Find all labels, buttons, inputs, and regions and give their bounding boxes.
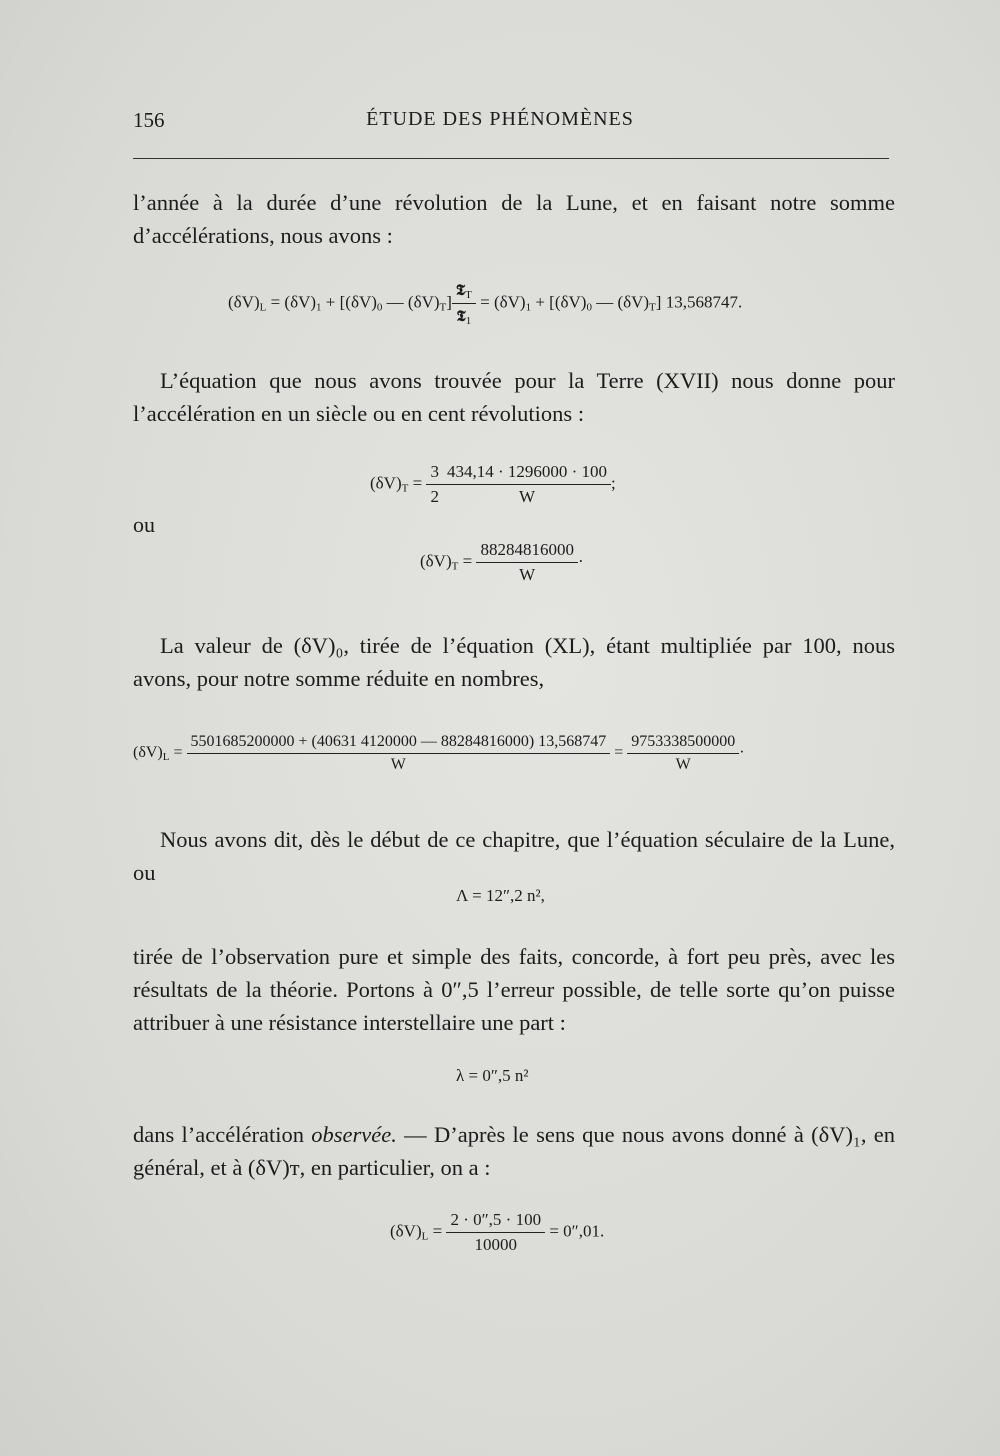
equation-6: λ = 0″,5 n² (456, 1066, 529, 1085)
equation-2: $(\delta V)_T$ = $\frac{3}{2}$ $\frac{434,14 \cdot 1296000 \cdot 100}{W}$ ; (370, 462, 616, 506)
eq7-fraction: $\frac{2 \cdot 0'',5 \cdot 100}{10000}$ (446, 1210, 545, 1255)
paragraph-1: l’année à la durée d’une révolution de la Lune, et en faisant notre somme d’accélérations, nous avons : (133, 190, 895, 248)
page-number: 156 (133, 108, 165, 132)
running-title: ÉTUDE DES PHÉNOMÈNES (366, 108, 634, 130)
eq2-fraction: $\frac{434,14 \cdot 1296000 \cdot 100}{W}$ (443, 462, 611, 507)
equation-1: $(\delta V)_L = (\delta V)_1 + [(\delta V)_0$ — $(\delta V)_T$] $\frac{𝕿_T}{𝕿_1}$ = $(\delta V)_1 + [(\delta V)_0$ — $(\delta V)_T$] 13,568747. (228, 281, 743, 327)
eq2-coefficient: $\frac{3}{2}$ (426, 462, 443, 507)
header-rule (133, 158, 889, 159)
eq4-fraction-2: $\frac{9753338500000}{W}$ (627, 733, 739, 774)
equation-7: $(\delta V)_L$ = $\frac{2 \cdot 0'',5 \cdot 100}{10000}$ = 0″,01. (390, 1210, 605, 1254)
paragraph-4: Nous avons dit, dès le début de ce chapitre, que l’équation séculaire de la Lune, ou (133, 827, 895, 885)
paragraph-6: dans l’accélération observée. — D’après le sens que nous avons donné à (δV)₁, en général, et à (δV)ᴛ, en particulier, on a : (133, 1122, 895, 1180)
equation-5: Λ = 12″,2 n², (456, 886, 545, 905)
paragraph-2: L’équation que nous avons trouvée pour la Terre (XVII) nous donne pour l’accélération en un siècle ou en cent révolutions : (133, 368, 895, 426)
word-ou: ou (133, 512, 155, 537)
eq1-lhs: (δV) (228, 292, 260, 312)
equation-3: $(\delta V)_T$ = $\frac{88284816000}{W}$ · (420, 540, 584, 584)
paragraph-3: La valeur de (δV)₀, tirée de l’équation (XL), étant multipliée par 100, nous avons, pour notre somme réduite en nombres, (133, 633, 895, 691)
eq1-fraction: $\frac{𝕿_T}{𝕿_1}$ (452, 280, 476, 327)
eq4-fraction-1: $\frac{5501685200000 + (40631 4120000 — 88284816000) 13,568747}{W}$ (187, 733, 611, 774)
paragraph-5: tirée de l’observation pure et simple des faits, concorde, à fort peu près, avec les résultats de la théorie. Portons à 0″,5 l’erreur possible, de telle sorte qu’on puisse attribuer à une résistance interstellaire une part : (133, 944, 895, 1035)
eq3-fraction: $\frac{88284816000}{W}$ (476, 540, 578, 585)
equation-4: $(\delta V)_L$ = $\frac{5501685200000 + (40631 4120000 — 88284816000) 13,568747}{W}$ = $\frac{9753338500000}{W}$ · (133, 733, 745, 773)
